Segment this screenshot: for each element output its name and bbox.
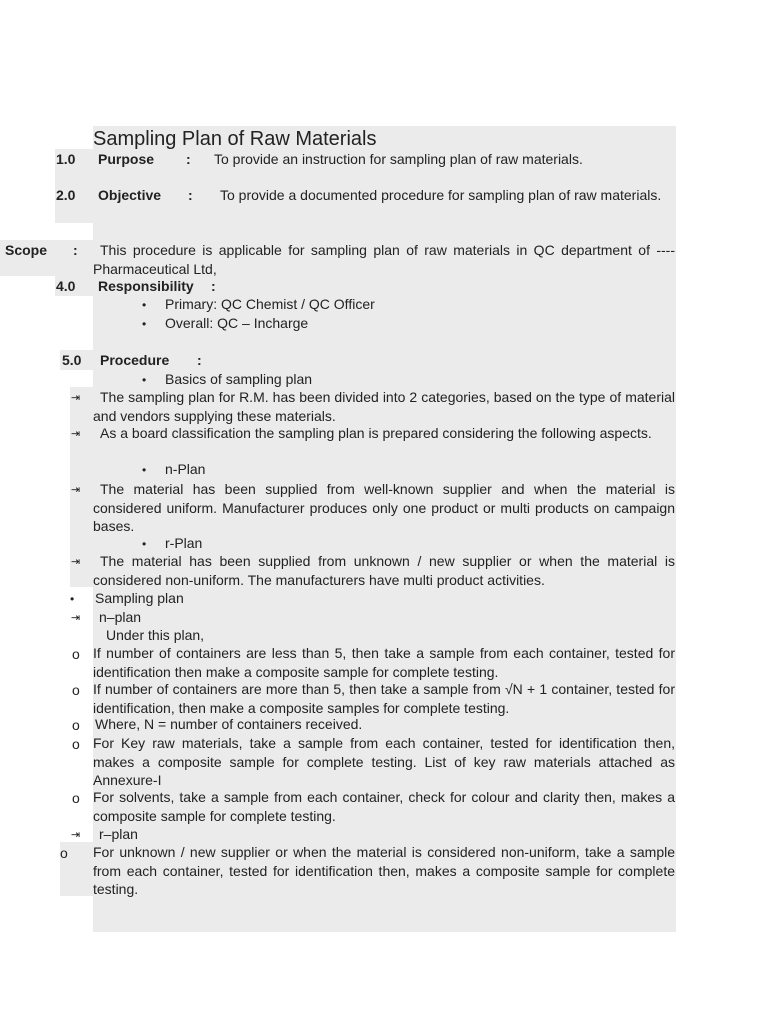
bullet-icon: • [70, 592, 75, 606]
under-plan-text: Under this plan, [106, 627, 205, 643]
arrow-icon: ⇥ [71, 427, 81, 440]
nplan-heading: n-Plan [165, 461, 206, 477]
section-label: Procedure [100, 352, 170, 368]
bullet-icon: • [142, 317, 147, 331]
n-plan-item: If number of containers are less than 5, then take a sample from each container, tested for identification then make a composite sample for complete testing. [93, 645, 675, 680]
circle-bullet-icon: o [72, 717, 80, 733]
arrow-icon: ⇥ [71, 483, 81, 496]
section-colon: : [73, 242, 78, 258]
paragraph: As a board classification the sampling plan is prepared considering the following aspects. [100, 425, 652, 441]
section-label: Purpose [98, 151, 155, 167]
section-label: Responsibility [98, 278, 194, 294]
section-colon: : [197, 352, 202, 368]
section-number: 4.0 [56, 278, 76, 294]
arrow-icon: ⇥ [71, 828, 81, 841]
section-label: Objective [98, 187, 162, 203]
circle-bullet-icon: o [72, 736, 80, 752]
n-plan-item: If number of containers are more than 5, then take a sample from √N + 1 container, tested for identification, then make a composite samples for complete testing. [93, 681, 675, 716]
rplan-heading: r-Plan [165, 535, 203, 551]
responsibility-item: Overall: QC – Incharge [165, 315, 309, 331]
bullet-icon: • [142, 373, 147, 387]
n-plan-subheading: n–plan [99, 609, 142, 625]
objective-text: To provide a documented procedure for sampling plan of raw materials. [220, 187, 662, 203]
circle-bullet-icon: o [60, 845, 68, 861]
n-plan-item: For Key raw materials, take a sample from each container, tested for identification then, makes a composite sample for complete testing. List of key raw materials attached as Annexure-I [93, 735, 675, 788]
arrow-icon: ⇥ [71, 391, 81, 404]
n-plan-item: For solvents, take a sample from each container, check for colour and clarity then, makes a composite sample for complete testing. [93, 789, 675, 824]
paragraph: The material has been supplied from unknown / new supplier or when the material is considered non-uniform. The manufacturers have multi product activities. [93, 553, 675, 588]
circle-bullet-icon: o [72, 790, 80, 806]
section-colon: : [186, 151, 191, 167]
basics-heading: Basics of sampling plan [165, 371, 313, 387]
circle-bullet-icon: o [72, 646, 80, 662]
paragraph: The sampling plan for R.M. has been divided into 2 categories, based on the type of material and vendors supplying these materials. [93, 389, 675, 424]
paragraph: The material has been supplied from well-known supplier and when the material is considered uniform. Manufacturer produces only one product or multi products on campaign bases. [93, 481, 675, 534]
purpose-text: To provide an instruction for sampling plan of raw materials. [214, 151, 583, 167]
section-number: 5.0 [62, 352, 82, 368]
n-plan-item: Where, N = number of containers received. [95, 716, 363, 732]
r-plan-item: For unknown / new supplier or when the material is considered non-uniform, take a sample from each container, tested for identification then, makes a composite sample for complete testing. [93, 844, 675, 897]
section-colon: : [211, 278, 216, 294]
bullet-icon: • [142, 537, 147, 551]
document-title: Sampling Plan of Raw Materials [93, 128, 377, 150]
responsibility-item: Primary: QC Chemist / QC Officer [165, 296, 375, 312]
section-colon: : [188, 187, 193, 203]
bullet-icon: • [142, 463, 147, 477]
section-number: 2.0 [56, 187, 76, 203]
section-number: 1.0 [56, 151, 76, 167]
section-label: Scope [5, 242, 48, 258]
arrow-icon: ⇥ [71, 611, 81, 624]
arrow-icon: ⇥ [71, 555, 81, 568]
sampling-plan-heading: Sampling plan [95, 590, 184, 606]
r-plan-subheading: r–plan [99, 826, 138, 842]
bullet-icon: • [142, 298, 147, 312]
circle-bullet-icon: o [72, 682, 80, 698]
scope-text: This procedure is applicable for sampling plan of raw materials in QC department of ---- Pharmaceutical Ltd, [93, 242, 675, 277]
